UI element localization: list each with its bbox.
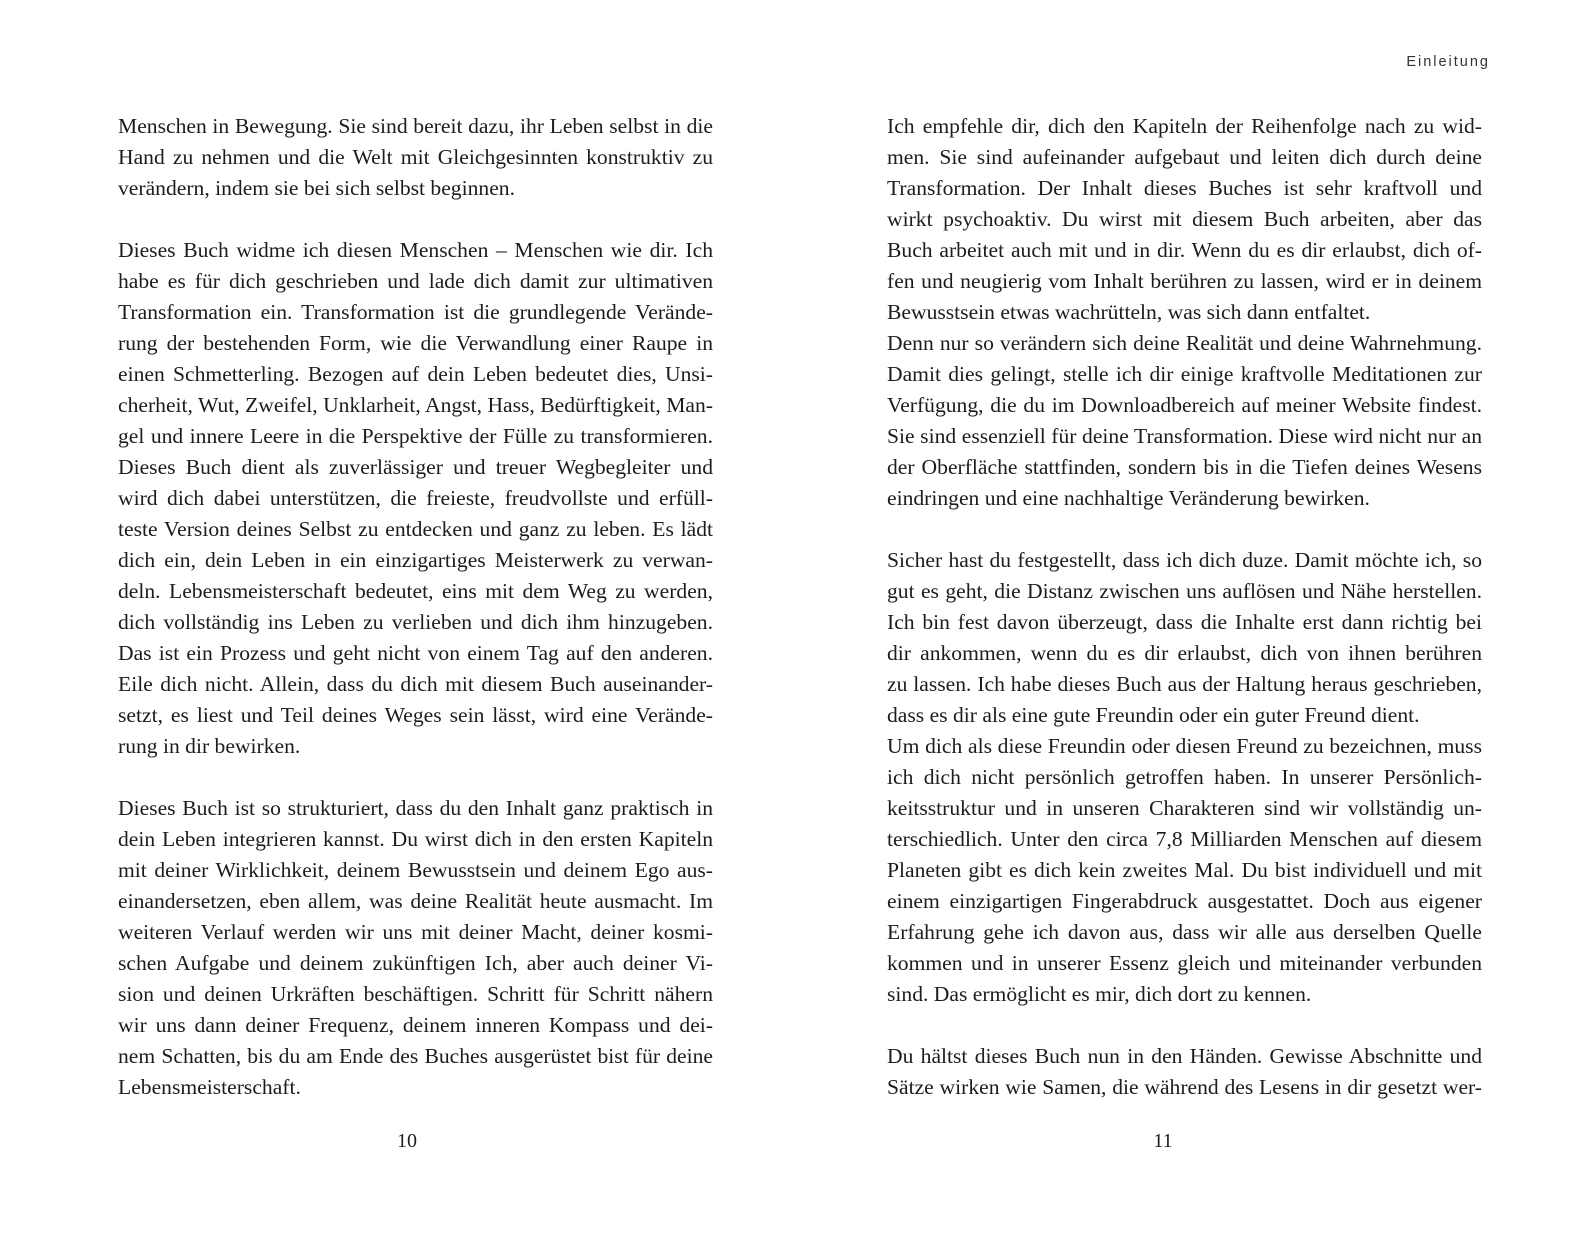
text-line: teste Version deines Selbst zu entdecken und ganz zu leben. Es lädt xyxy=(118,517,713,541)
text-line: Erfahrung gehe ich davon aus, dass wir alle aus derselben Quelle xyxy=(887,920,1482,944)
text-line: Ich empfehle dir, dich den Kapiteln der Reihenfolge nach zu wid- xyxy=(887,114,1482,138)
body-text xyxy=(887,111,1482,1103)
text-line: Lebensmeisterschaft. xyxy=(118,1075,301,1099)
text-line: Dieses Buch dient als zuverlässiger und treuer Wegbegleiter und xyxy=(118,455,713,479)
body-text xyxy=(118,111,713,1103)
text-line: mit deiner Wirklichkeit, deinem Bewusstsein und deinem Ego aus- xyxy=(118,858,713,882)
text-line: Damit dies gelingt, stelle ich dir einige kraftvolle Meditationen zur xyxy=(887,362,1482,386)
text-line: schen Aufgabe und deinem zukünftigen Ich, aber auch deiner Vi- xyxy=(118,951,713,975)
text-line: rung in dir bewirken. xyxy=(118,734,301,758)
text-line: deln. Lebensmeisterschaft bedeutet, eins mit dem Weg zu werden, xyxy=(118,579,713,603)
text-line: der Oberfläche stattfinden, sondern bis in die Tiefen deines Wesens xyxy=(887,455,1482,479)
running-head: Einleitung xyxy=(1406,54,1490,70)
text-line: terschiedlich. Unter den circa 7,8 Milliarden Menschen auf diesem xyxy=(887,827,1482,851)
text-line: einem einzigartigen Fingerabdruck ausgestattet. Doch aus eigener xyxy=(887,889,1482,913)
text-line: keitsstruktur und in unseren Charakteren sind wir vollständig un- xyxy=(887,796,1482,820)
text-line: zu lassen. Ich habe dieses Buch aus der Haltung heraus geschrieben, xyxy=(887,672,1482,696)
text-line: Sicher hast du festgestellt, dass ich dich duze. Damit möchte ich, so xyxy=(887,548,1482,572)
text-line: setzt, es liest und Teil deines Weges sein lässt, wird eine Verände- xyxy=(118,703,713,727)
text-line: rung der bestehenden Form, wie die Verwandlung einer Raupe in xyxy=(118,331,713,355)
text-line: men. Sie sind aufeinander aufgebaut und leiten dich durch deine xyxy=(887,145,1482,169)
text-line: ich dich nicht persönlich getroffen haben. In unserer Persönlich- xyxy=(887,765,1482,789)
text-line: Transformation ein. Transformation ist die grundlegende Verände- xyxy=(118,300,713,324)
paragraph-gap xyxy=(118,762,713,793)
text-line: fen und neugierig vom Inhalt berühren zu lassen, wird er in deinem xyxy=(887,269,1482,293)
text-line: Um dich als diese Freundin oder diesen Freund zu bezeichnen, muss xyxy=(887,734,1482,758)
paragraph-gap xyxy=(887,1010,1482,1041)
text-line: kommen und in unserer Essenz gleich und miteinander verbunden xyxy=(887,951,1482,975)
text-line: dein Leben integrieren kannst. Du wirst dich in den ersten Kapiteln xyxy=(118,827,713,851)
text-line: Buch arbeitet auch mit und in dir. Wenn du es dir erlaubst, dich of- xyxy=(887,238,1482,262)
text-line: eindringen und eine nachhaltige Veränderung bewirken. xyxy=(887,486,1370,510)
text-line: Dieses Buch widme ich diesen Menschen – Menschen wie dir. Ich xyxy=(118,238,713,262)
text-line: sind. Das ermöglicht es mir, dich dort zu kennen. xyxy=(887,982,1312,1006)
paragraph-gap xyxy=(887,514,1482,545)
text-line: Das ist ein Prozess und geht nicht von einem Tag auf den anderen. xyxy=(118,641,713,665)
text-line: dich vollständig ins Leben zu verlieben und dich ihm hinzugeben. xyxy=(118,610,713,634)
text-line: dir ankommen, wenn du es dir erlaubst, dich von ihnen berühren xyxy=(887,641,1482,665)
page-number: 11 xyxy=(1153,1130,1173,1152)
text-line: habe es für dich geschrieben und lade dich damit zur ultimativen xyxy=(118,269,713,293)
text-line: cherheit, Wut, Zweifel, Unklarheit, Angst, Hass, Bedürftigkeit, Man- xyxy=(118,393,713,417)
paragraph-gap xyxy=(118,204,713,235)
text-line: Du hältst dieses Buch nun in den Händen. Gewisse Abschnitte und xyxy=(887,1044,1482,1068)
text-line: Menschen in Bewegung. Sie sind bereit dazu, ihr Leben selbst in die xyxy=(118,114,713,138)
text-line: Sie sind essenziell für deine Transformation. Diese wird nicht nur an xyxy=(887,424,1482,448)
text-line: Hand zu nehmen und die Welt mit Gleichgesinnten konstruktiv zu xyxy=(118,145,713,169)
page-number: 10 xyxy=(397,1130,417,1152)
text-line: gel und innere Leere in die Perspektive der Fülle zu transformieren. xyxy=(118,424,713,448)
text-line: sion und deinen Urkräften beschäftigen. Schritt für Schritt nähern xyxy=(118,982,713,1006)
text-line: Bewusstsein etwas wachrütteln, was sich dann entfaltet. xyxy=(887,300,1371,324)
text-line: nem Schatten, bis du am Ende des Buches ausgerüstet bist für deine xyxy=(118,1044,713,1068)
text-line: Dieses Buch ist so strukturiert, dass du den Inhalt ganz praktisch in xyxy=(118,796,713,820)
text-line: Denn nur so verändern sich deine Realität und deine Wahrnehmung. xyxy=(887,331,1482,355)
text-line: Planeten gibt es dich kein zweites Mal. Du bist individuell und mit xyxy=(887,858,1482,882)
text-line: wir uns dann deiner Frequenz, deinem inneren Kompass und dei- xyxy=(118,1013,713,1037)
text-line: dich ein, dein Leben in ein einzigartiges Meisterwerk zu verwan- xyxy=(118,548,713,572)
text-line: Ich bin fest davon überzeugt, dass die Inhalte erst dann richtig bei xyxy=(887,610,1482,634)
text-line: Eile dich nicht. Allein, dass du dich mit diesem Buch auseinander- xyxy=(118,672,713,696)
text-line: Sätze wirken wie Samen, die während des Lesens in dir gesetzt wer- xyxy=(887,1075,1482,1099)
text-line: einandersetzen, eben allem, was deine Realität heute ausmacht. Im xyxy=(118,889,713,913)
text-line: wird dich dabei unterstützen, die freieste, freudvollste und erfüll- xyxy=(118,486,713,510)
text-line: Transformation. Der Inhalt dieses Buches ist sehr kraftvoll und xyxy=(887,176,1482,200)
text-line: wirkt psychoaktiv. Du wirst mit diesem Buch arbeiten, aber das xyxy=(887,207,1482,231)
right-page xyxy=(797,0,1594,1240)
text-line: einen Schmetterling. Bezogen auf dein Leben bedeutet dies, Unsi- xyxy=(118,362,713,386)
text-line: weiteren Verlauf werden wir uns mit deiner Macht, deiner kosmi- xyxy=(118,920,713,944)
text-line: verändern, indem sie bei sich selbst beginnen. xyxy=(118,176,515,200)
text-line: gut es geht, die Distanz zwischen uns auflösen und Nähe herstellen. xyxy=(887,579,1482,603)
text-line: dass es dir als eine gute Freundin oder ein guter Freund dient. xyxy=(887,703,1420,727)
text-line: Verfügung, die du im Downloadbereich auf meiner Website findest. xyxy=(887,393,1482,417)
